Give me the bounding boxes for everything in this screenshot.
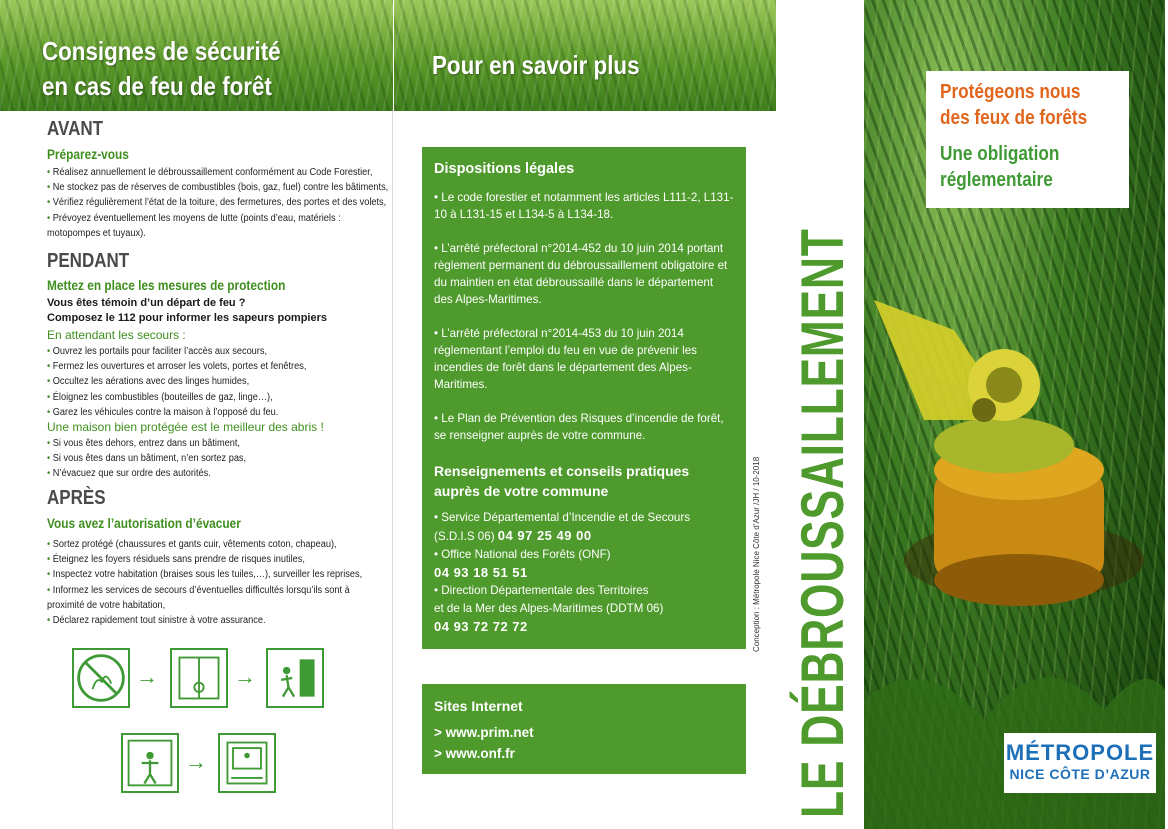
grass-banner-middle [394,0,776,111]
logo-line1: MÉTROPOLE [1005,740,1155,765]
list-item: • Occultez les aérations avec des linges humides, [47,374,306,389]
pendant-list [47,344,329,420]
shelter-list [47,436,263,482]
title-strip [778,0,864,829]
arrow-right-icon: → [185,749,207,774]
cover-panel [778,0,1165,829]
list-item: proximité de votre habitation, [47,599,166,611]
logo-line2: NICE CÔTE D’AZUR [1009,766,1151,782]
waiting-label: En attendant les secours : [47,328,186,342]
onf-contact [434,546,734,582]
list-item: motopompes et tuyaux). [47,227,146,239]
apres-subheading: Vous avez l’autorisation d’évacuer [47,516,241,531]
headline-line1: Protégeons nous [940,81,1081,103]
legal-item: • Le Plan de Prévention des Risques d’incendie de forêt, se renseigner auprès de votre commune. [434,412,724,442]
safety-title-line2: en cas de feu de forêt [42,71,272,101]
arrow-right-icon: → [136,664,158,689]
legal-item: • Le code forestier et notamment les articles L111-2, L131-10 à L131-15 et L134-5 à L134-18. [434,191,734,221]
subline-line2: réglementaire [940,169,1053,191]
headline-line2: des feux de forêts [940,107,1088,129]
cover-title: LE DÉBROUSSAILLEMENT [789,228,856,818]
metropole-logo [1004,733,1156,793]
avant-list [47,165,418,241]
witness-question: Vous êtes témoin d’un départ de feu ? [47,297,246,309]
legal-item: • L’arrêté préfectoral n°2014-453 du 10 juin 2014 réglementant l’emploi du feu en vue de prévenir les incendies de forêt dans le département des Alpes-Maritimes. [434,327,697,391]
list-item: • Informez les services de secours d’éventuelles difficultés lorsqu’ils sont à [47,583,362,598]
legal-heading: Dispositions légales [434,161,575,177]
safety-panel [0,0,393,829]
list-item: • Fermez les ouvertures et arroser les volets, portes et fenêtres, [47,359,306,374]
apres-heading: APRÈS [47,487,106,509]
list-item: • Ouvrez les portails pour faciliter l’accès aux secours, [47,344,306,359]
sdis-contact [434,509,734,546]
safety-title [42,34,281,104]
list-item: • Ne stockez pas de réserves de combustibles (bois, gaz, fuel) contre les bâtiments, [47,180,388,195]
pendant-heading: PENDANT [47,250,130,272]
trimmer-photo [864,0,1165,829]
arrow-right-icon: → [234,664,256,689]
sdis-phone: 04 97 25 49 00 [497,528,592,543]
shelter-label: Une maison bien protégée est le meilleur des abris ! [47,420,324,434]
ddtm-name-cont: et de la Mer des Alpes-Maritimes (DDTM 06) [434,602,664,615]
no-fire-pictogram-icon [72,648,130,708]
sdis-name: • Service Départemental d’Incendie et de Secours [434,511,691,524]
avant-subheading: Préparez-vous [47,147,129,162]
sdis-acronym: (S.D.I.S 06) [434,530,495,543]
apres-list [47,537,390,628]
list-item: • Déclarez rapidement tout sinistre à votre assurance. [47,613,362,628]
list-item: • Inspectez votre habitation (braises sous les tuiles,…), surveiller les reprises, [47,567,362,582]
info-title: Pour en savoir plus [432,50,640,80]
onf-phone: 04 93 18 51 51 [434,565,528,580]
list-item: • Sortez protégé (chaussures et gants cuir, vêtements coton, chapeau), [47,537,362,552]
list-item: • Garez les véhicules contre la maison à l’opposé du feu. [47,405,306,420]
list-item: • Éteignez les foyers résiduels sans prendre de risques inutiles, [47,552,362,567]
enter-building-pictogram-icon [266,648,324,708]
list-item: • Réalisez annuellement le débroussaillement conformément au Code Forestier, [47,165,388,180]
headline-box [926,71,1129,208]
list-item: • Prévoyez éventuellement les moyens de lutte (points d’eau, matériels : [47,211,388,226]
design-credit: Conception : Métropole Nice Côte d’Azur /JH / 10-2018 [752,456,761,652]
safety-title-line1: Consignes de sécurité [42,36,281,66]
emergency-number: Composez le 112 pour informer les sapeurs pompiers [47,312,327,324]
website-link-prim[interactable]: > www.prim.net [434,725,534,740]
window-person-pictogram-icon [121,733,179,793]
ddtm-name: • Direction Départementale des Territoires [434,584,649,597]
info-panel [394,0,776,829]
ddtm-contact [434,582,734,636]
contacts-heading: Renseignements et conseils pratiques auprès de votre commune [434,463,690,499]
stay-indoors-pictogram-icon [218,733,276,793]
list-item: • Si vous êtes dans un bâtiment, n’en sortez pas, [47,451,246,466]
list-item: • Si vous êtes dehors, entrez dans un bâtiment, [47,436,246,451]
list-item: • N’évacuez que sur ordre des autorités. [47,466,246,481]
subline-line1: Une obligation [940,143,1060,165]
pendant-subheading: Mettez en place les mesures de protection [47,278,286,293]
list-item: • Vérifiez régulièrement l’état de la toiture, des fermetures, des portes et des volets, [47,195,388,210]
close-shutters-pictogram-icon [170,648,228,708]
onf-name: • Office National des Forêts (ONF) [434,548,611,561]
legal-box [422,147,746,649]
website-link-onf[interactable]: > www.onf.fr [434,746,515,761]
websites-heading: Sites Internet [434,698,523,714]
ddtm-phone: 04 93 72 72 72 [434,619,528,634]
list-item: • Éloignez les combustibles (bouteilles de gaz, linge…), [47,390,306,405]
grass-banner-left [0,0,393,111]
avant-heading: AVANT [47,118,104,140]
legal-item: • L’arrêté préfectoral n°2014-452 du 10 juin 2014 portant règlement permanent du débroussaillement obligatoire et du maintien en état débroussaillé dans le département des Alpes-Maritimes. [434,242,728,306]
websites-box [422,684,746,774]
